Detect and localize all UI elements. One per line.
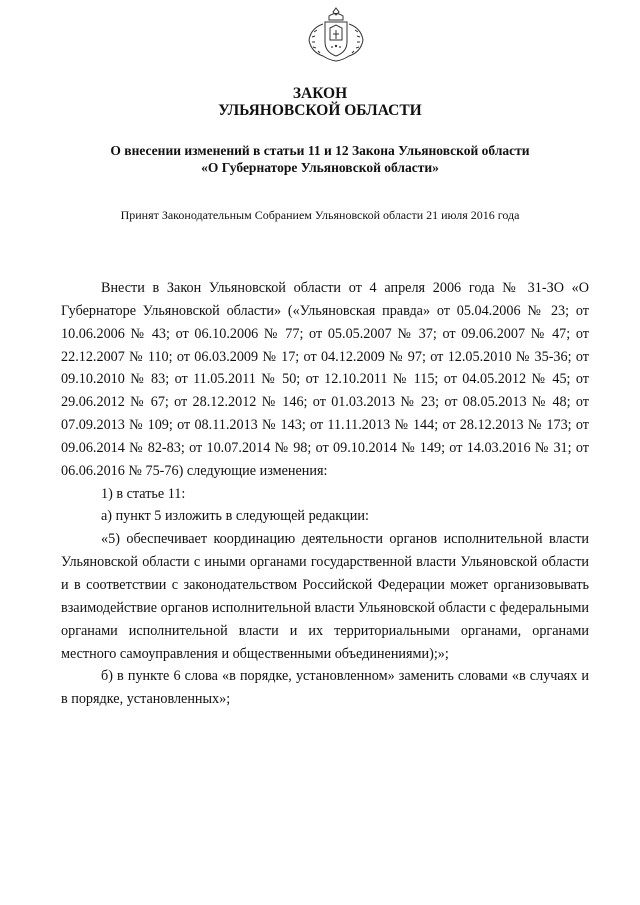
coat-of-arms-emblem	[303, 6, 369, 64]
paragraph-subitem-b: б) в пункте 6 слова «в порядке, установленном» заменить словами «в случаях и в порядке, установленных»;	[61, 668, 589, 708]
law-title: ЗАКОН	[292, 85, 348, 102]
adoption-note: Принят Законодательным Собранием Ульяновской области 21 июля 2016 года	[120, 208, 520, 222]
paragraph-new-point-5: «5) обеспечивает координацию деятельности органов исполнительной власти Ульяновской области с иными органами государственной власти Ульяновской области и в соответствии с законодательством Российской Федерации может организовывать взаимодействие органов исполнительной власти Ульяновской области с федеральными органами исполнительной власти и их территориальными органами, органами местного самоуправления и общественными объединениями);»;	[61, 531, 589, 662]
paragraph-subitem-a: а) пункт 5 изложить в следующей редакции:	[101, 508, 369, 525]
law-subject-line-2: «О Губернаторе Ульяновской области»	[201, 160, 439, 175]
paragraph-intro: Внести в Закон Ульяновской области от 4 апреля 2006 года № 31-ЗО «О Губернаторе Ульяновской области» («Ульяновская правда» от 05.04.2006 № 23; от 10.06.2006 № 43; от 06.10.2006 № 77; от 05.05.2007 № 37; от 09.06.2007 № 47; от 22.12.2007 № 110; от 06.03.2009 № 17; от 04.12.2009 № 97; от 12.05.2010 № 35-36; от 09.10.2010 № 83; от 11.05.2011 № 50; от 12.10.2011 № 115; от 04.05.2012 № 45; от 29.06.2012 № 67; от 28.12.2012 № 146; от 01.03.2013 № 23; от 08.05.2013 № 48; от 07.09.2013 № 109; от 08.11.2013 № 143; от 11.11.2013 № 144; от 28.12.2013 № 173; от 09.06.2014 № 82-83; от 10.07.2014 № 98; от 09.10.2014 № 149; от 14.03.2016 № 31; от 06.06.2016 № 75-76) следующие изменения:	[61, 280, 589, 479]
paragraph-item-1: 1) в статье 11:	[101, 485, 186, 502]
law-subject-line-1: О внесении изменений в статьи 11 и 12 Закона Ульяновской области	[110, 143, 530, 158]
law-region: УЛЬЯНОВСКОЙ ОБЛАСТИ	[218, 102, 422, 119]
law-body	[61, 277, 589, 711]
